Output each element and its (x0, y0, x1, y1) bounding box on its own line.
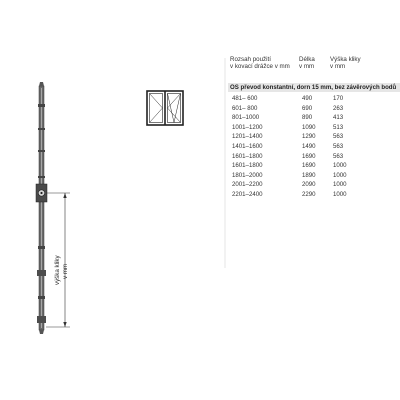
cell-range: 601– 800 (232, 104, 258, 112)
header-length-line2: v mm (299, 63, 315, 71)
window-icon (147, 91, 183, 125)
table-row (228, 94, 373, 104)
cell-length: 690 (302, 104, 313, 112)
cell-handle: 1000 (333, 171, 347, 179)
cell-handle: 1000 (333, 181, 347, 189)
table-row (228, 180, 373, 190)
table-row (228, 161, 373, 171)
header-handle-line1: Výška kliky (330, 56, 361, 63)
dimension-label-line1: výška kliky (54, 255, 61, 285)
cell-range: 2201–2400 (232, 190, 263, 198)
cell-handle: 263 (333, 104, 344, 112)
table-row (228, 152, 373, 162)
cell-range: 481– 600 (232, 95, 258, 102)
header-range-line2: v kovací drážce v mm (230, 63, 290, 71)
cell-handle: 563 (333, 152, 344, 160)
cell-length: 1290 (302, 133, 316, 141)
cell-range: 1601–1800 (232, 162, 263, 170)
cell-range: 1201–1400 (232, 133, 263, 141)
section-title: OS převod konstantní, dorn 15 mm, bez závěrových bodů (228, 83, 400, 92)
table-row (228, 123, 373, 133)
cell-range: 2001–2200 (232, 181, 263, 189)
table-row (228, 171, 373, 181)
header-handle-line2: v mm (330, 63, 346, 71)
table-row (228, 104, 373, 114)
header-length (299, 56, 327, 70)
cell-range: 801–1000 (232, 114, 260, 122)
cell-length: 1690 (302, 162, 316, 170)
cell-range: 1801–2000 (232, 171, 263, 179)
cell-length: 1890 (302, 171, 316, 179)
cell-length: 1090 (302, 123, 316, 131)
cell-handle: 513 (333, 123, 344, 131)
cell-handle: 413 (333, 114, 344, 122)
table-row (228, 190, 373, 200)
cell-length: 1690 (302, 152, 316, 160)
table-row (228, 113, 373, 123)
header-handle (330, 56, 380, 70)
cell-handle: 563 (333, 133, 344, 141)
dimension-rows (228, 94, 373, 200)
dimension-table (228, 56, 400, 200)
dimension-label-line2: v mm (62, 263, 69, 279)
cell-length: 490 (302, 95, 313, 102)
header-range (230, 56, 294, 70)
cell-range: 1601–1800 (232, 152, 263, 160)
cell-handle: 170 (333, 95, 344, 102)
table-row (228, 142, 373, 152)
cell-handle: 563 (333, 142, 344, 150)
espagnolette-rail (36, 82, 47, 334)
cell-range: 1001–1200 (232, 123, 263, 131)
cell-length: 2090 (302, 181, 316, 189)
header-range-line1: Rozsah použití (230, 56, 271, 63)
cell-range: 1401–1600 (232, 142, 263, 150)
table-row (228, 132, 373, 142)
cell-length: 2290 (302, 190, 316, 198)
table-header (228, 56, 400, 83)
header-length-line1: Délka (299, 56, 315, 63)
cell-handle: 1000 (333, 190, 347, 198)
cell-length: 890 (302, 114, 313, 122)
cell-length: 1490 (302, 142, 316, 150)
cell-handle: 1000 (333, 162, 347, 170)
